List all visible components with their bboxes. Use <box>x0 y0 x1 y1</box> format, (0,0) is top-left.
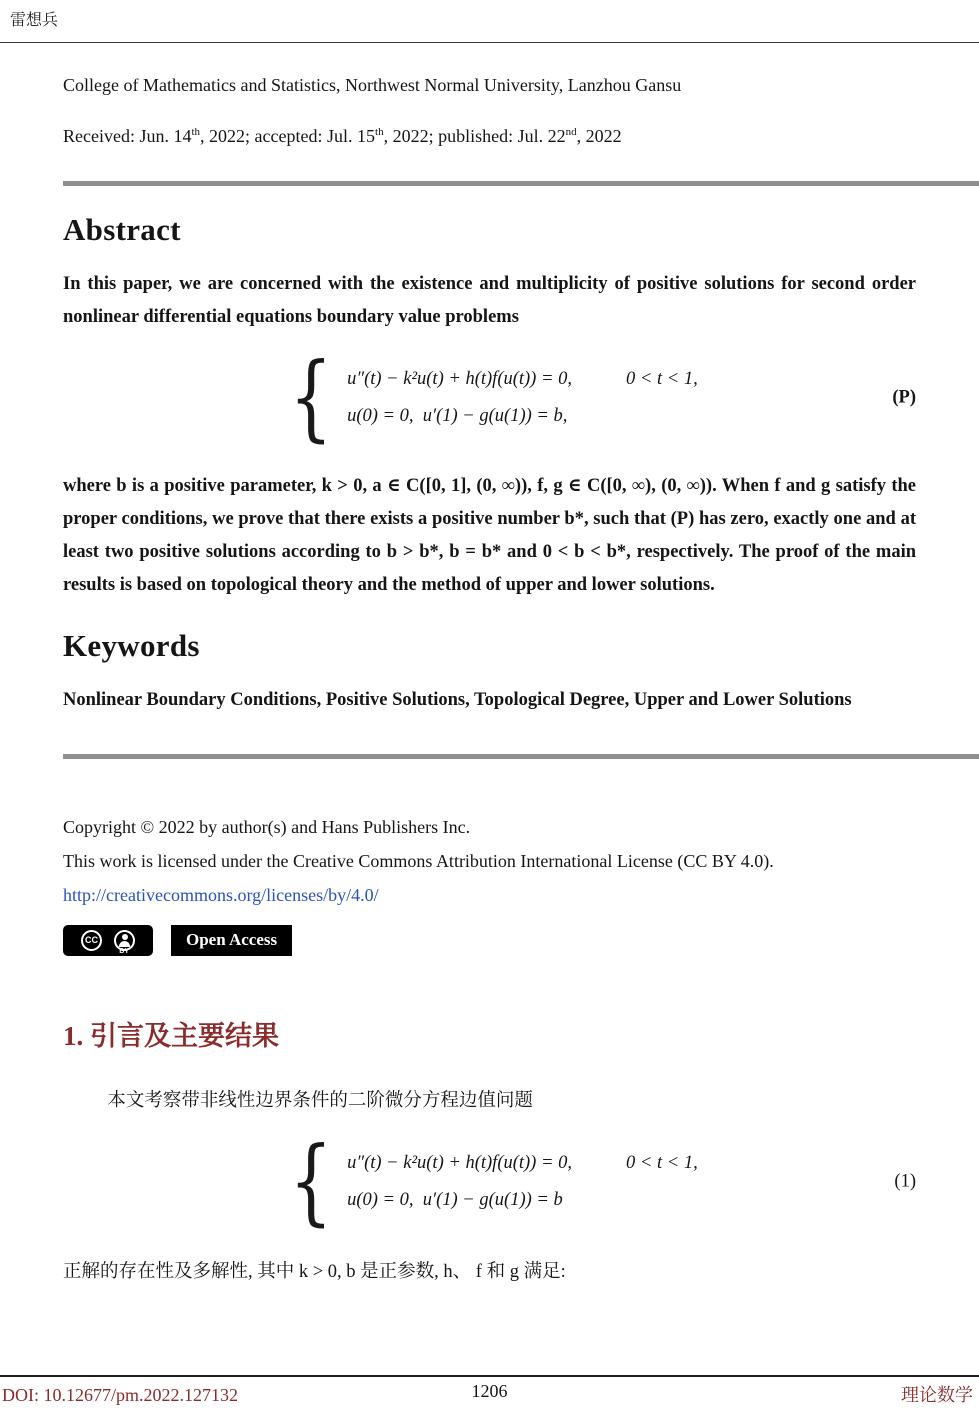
section-1-paragraph-2: 正解的存在性及多解性, 其中 k > 0, b 是正参数, h、 f 和 g 满足: <box>63 1262 566 1283</box>
copyright-line1: Copyright © 2022 by author(s) and Hans Publishers Inc. <box>63 817 471 838</box>
equation-1-label: (1) <box>894 1171 916 1192</box>
keywords-bottom-divider <box>63 754 979 759</box>
equation-1-line1 <box>347 1153 698 1174</box>
equation-1-condition: 0 < t < 1, <box>625 1153 698 1174</box>
left-brace: { <box>289 1126 333 1236</box>
equation-P-center <box>63 342 916 452</box>
page-footer <box>0 1375 979 1414</box>
footer-row <box>0 1377 979 1414</box>
copyright-block <box>63 811 916 912</box>
cc-icon-label: CC <box>85 935 98 946</box>
by-label: BY <box>119 947 129 955</box>
equation-1 <box>63 1126 916 1236</box>
abstract-heading: Abstract <box>63 212 181 247</box>
keywords-heading: Keywords <box>63 627 200 663</box>
cc-icon <box>81 930 102 951</box>
section-1-heading: 1. 引言及主要结果 <box>63 1020 279 1051</box>
doi-text: DOI: 10.12677/pm.2022.127132 <box>2 1385 238 1405</box>
keywords-text: Nonlinear Boundary Conditions, Positive Solutions, Topological Degree, Upper and Lower Solutions <box>63 689 852 710</box>
dates-line <box>63 126 916 147</box>
equation-1-lines <box>347 1153 698 1211</box>
journal-name: 理论数学 <box>901 1385 973 1405</box>
page-number: 1206 <box>471 1381 508 1401</box>
license-link[interactable]: http://creativecommons.org/licenses/by/4.0/ <box>63 885 379 906</box>
equation-P-lines <box>347 369 698 427</box>
left-brace: { <box>289 342 333 452</box>
equation-1-line2: u(0) = 0, u′(1) − g(u(1)) = b <box>347 1190 563 1211</box>
dates-seg4: , 2022 <box>576 126 622 146</box>
abstract-intro: In this paper, we are concerned with the existence and multiplicity of positive solutions for second order nonlinear differential equations boundary value problems <box>63 274 916 327</box>
license-badges <box>63 925 916 956</box>
equation-P-line1 <box>347 369 698 390</box>
affiliation: College of Mathematics and Statistics, Northwest Normal University, Lanzhou Gansu <box>63 75 682 95</box>
cc-by-badge[interactable] <box>63 925 153 956</box>
equation-1-line1-lhs: u″(t) − k²u(t) + h(t)f(u(t)) = 0, <box>347 1153 572 1174</box>
dates-sup1: th <box>191 126 201 138</box>
abstract-body: where b is a positive parameter, k > 0, a ∈ C([0, 1], (0, ∞)), f, g ∈ C([0, ∞), (0, ∞)). When f and g satisfy the proper conditions, we prove that there exists a positive number b*, such that (P) has zero, exactly one and at least two positive solutions according to b > b*, b = b* and 0 < b < b*, respectively. The proof of the main results is based on topological theory and the method of upper and lower solutions. <box>63 475 916 595</box>
abstract-top-divider <box>63 181 979 186</box>
equation-1-center <box>63 1126 916 1236</box>
dates-sup3: nd <box>565 126 577 138</box>
open-access-label: Open Access <box>186 930 278 950</box>
open-access-badge[interactable] <box>171 925 292 956</box>
dates-seg3: , 2022; published: Jul. 22 <box>383 126 566 146</box>
equation-P-line1-lhs: u″(t) − k²u(t) + h(t)f(u(t)) = 0, <box>347 368 572 389</box>
dates-sup2: th <box>375 126 384 138</box>
content-column <box>0 43 979 1290</box>
dates-seg2: , 2022; accepted: Jul. 15 <box>200 126 376 146</box>
equation-P-label: (P) <box>892 387 916 408</box>
running-author: 雷想兵 <box>10 12 59 29</box>
person-body <box>119 941 130 947</box>
section-1-paragraph-1: 本文考察带非线性边界条件的二阶微分方程边值问题 <box>107 1090 533 1111</box>
dates-seg1: Received: Jun. 14 <box>63 126 192 146</box>
copyright-line2: This work is licensed under the Creative Commons Attribution International License (CC BY 4.0). <box>63 851 774 872</box>
person-head <box>122 934 128 940</box>
equation-P-condition: 0 < t < 1, <box>625 368 698 389</box>
equation-P <box>63 342 916 452</box>
equation-P-line2: u(0) = 0, u′(1) − g(u(1)) = b, <box>347 405 568 426</box>
